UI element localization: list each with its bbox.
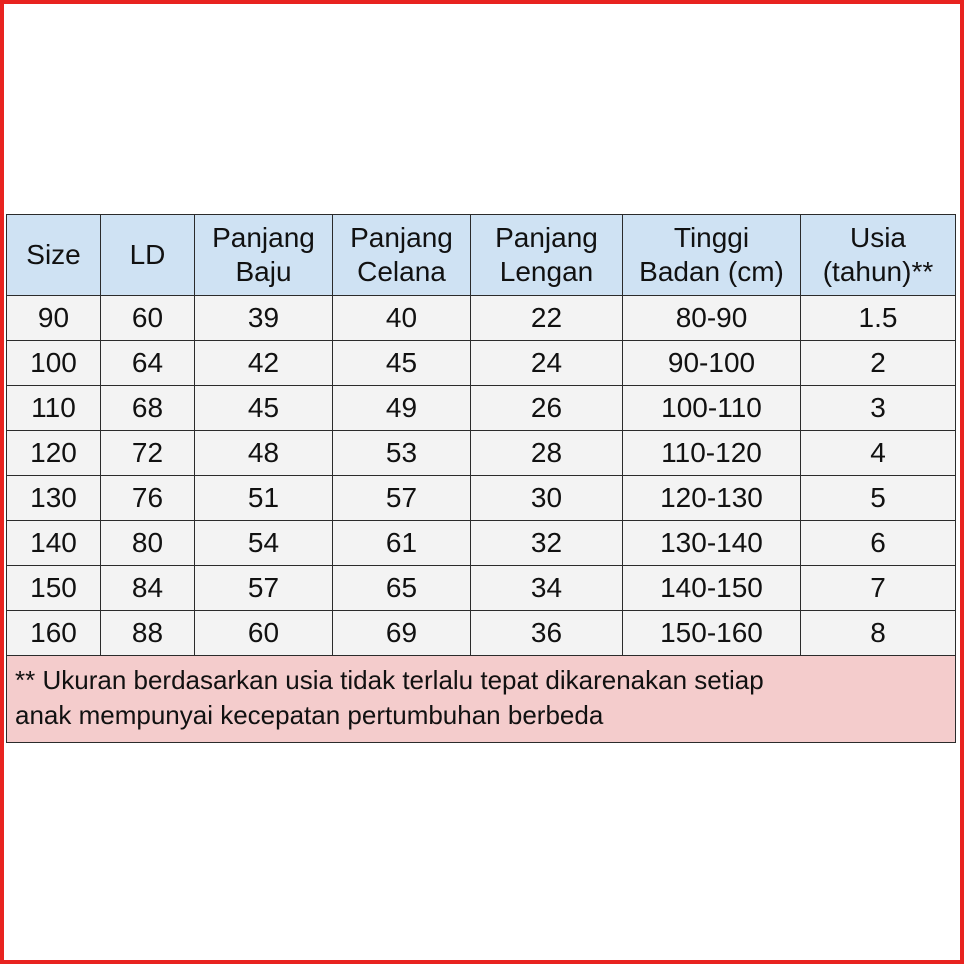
table-cell-size: 100 [7,341,101,386]
table-cell-panjang-celana: 65 [333,566,471,611]
table-cell-panjang-baju: 42 [195,341,333,386]
note-line: anak mempunyai kecepatan pertumbuhan berbeda [15,700,604,730]
table-cell-size: 90 [7,296,101,341]
column-header-line: Baju [235,256,292,287]
table-row [7,476,956,521]
table-row [7,521,956,566]
column-header-line: (tahun)** [822,256,934,287]
table-cell-panjang-celana: 69 [333,611,471,656]
table-cell-panjang-lengan: 32 [471,521,623,566]
table-cell-usia: 5 [801,476,956,521]
table-cell-size: 160 [7,611,101,656]
column-header-panjang-baju [195,215,333,296]
column-header-line: Usia [849,222,906,253]
table-cell-tinggi-badan: 100-110 [623,386,801,431]
column-header-usia [801,215,956,296]
table-cell-usia: 7 [801,566,956,611]
column-header-panjang-celana [333,215,471,296]
table-cell-panjang-baju: 51 [195,476,333,521]
table-cell-panjang-baju: 39 [195,296,333,341]
table-cell-usia: 8 [801,611,956,656]
table-cell-usia: 3 [801,386,956,431]
column-header-line: Lengan [499,256,594,287]
table-cell-ld: 84 [101,566,195,611]
table-cell-panjang-baju: 60 [195,611,333,656]
table-row [7,566,956,611]
table-cell-panjang-celana: 45 [333,341,471,386]
note-cell [7,656,956,743]
column-header-tinggi-badan [623,215,801,296]
note-row [7,656,956,743]
table-row [7,296,956,341]
table-cell-tinggi-badan: 150-160 [623,611,801,656]
table-cell-tinggi-badan: 80-90 [623,296,801,341]
note-line: ** Ukuran berdasarkan usia tidak terlalu tepat dikarenakan setiap [15,665,764,695]
table-cell-panjang-baju: 54 [195,521,333,566]
table-cell-tinggi-badan: 90-100 [623,341,801,386]
table-cell-panjang-lengan: 36 [471,611,623,656]
table-row [7,386,956,431]
table-cell-panjang-celana: 49 [333,386,471,431]
table-cell-panjang-celana: 57 [333,476,471,521]
table-cell-size: 120 [7,431,101,476]
table-body [7,296,956,656]
table-cell-ld: 80 [101,521,195,566]
table-cell-size: 150 [7,566,101,611]
table-cell-size: 110 [7,386,101,431]
table-cell-tinggi-badan: 120-130 [623,476,801,521]
table-cell-panjang-baju: 48 [195,431,333,476]
table-cell-panjang-lengan: 34 [471,566,623,611]
table-footer [7,656,956,743]
table-cell-panjang-lengan: 22 [471,296,623,341]
table-header [7,215,956,296]
table-cell-ld: 60 [101,296,195,341]
table-cell-usia: 2 [801,341,956,386]
size-chart-table [6,214,956,743]
column-header-line: Panjang [495,222,598,253]
table-cell-panjang-baju: 57 [195,566,333,611]
table-row [7,341,956,386]
table-cell-panjang-lengan: 30 [471,476,623,521]
table-cell-usia: 4 [801,431,956,476]
table-cell-ld: 72 [101,431,195,476]
column-header-line: Panjang [350,222,453,253]
table-cell-size: 130 [7,476,101,521]
table-cell-panjang-celana: 53 [333,431,471,476]
table-cell-panjang-lengan: 26 [471,386,623,431]
table-cell-panjang-celana: 61 [333,521,471,566]
column-header-line: Badan (cm) [639,256,784,287]
table-cell-usia: 6 [801,521,956,566]
table-cell-panjang-lengan: 28 [471,431,623,476]
column-header-line: Panjang [212,222,315,253]
table-cell-panjang-lengan: 24 [471,341,623,386]
table-cell-panjang-baju: 45 [195,386,333,431]
table-cell-usia: 1.5 [801,296,956,341]
table-cell-ld: 64 [101,341,195,386]
table-cell-ld: 76 [101,476,195,521]
table-cell-panjang-celana: 40 [333,296,471,341]
header-row [7,215,956,296]
column-header-panjang-lengan [471,215,623,296]
table-row [7,431,956,476]
table-cell-tinggi-badan: 110-120 [623,431,801,476]
column-header-ld [101,215,195,296]
table-row [7,611,956,656]
table-cell-ld: 68 [101,386,195,431]
table-cell-size: 140 [7,521,101,566]
column-header-line: LD [129,239,166,270]
column-header-line: Size [26,239,81,270]
table-cell-tinggi-badan: 140-150 [623,566,801,611]
table-cell-ld: 88 [101,611,195,656]
table-cell-tinggi-badan: 130-140 [623,521,801,566]
column-header-line: Celana [357,256,446,287]
column-header-size [7,215,101,296]
column-header-line: Tinggi [673,222,750,253]
